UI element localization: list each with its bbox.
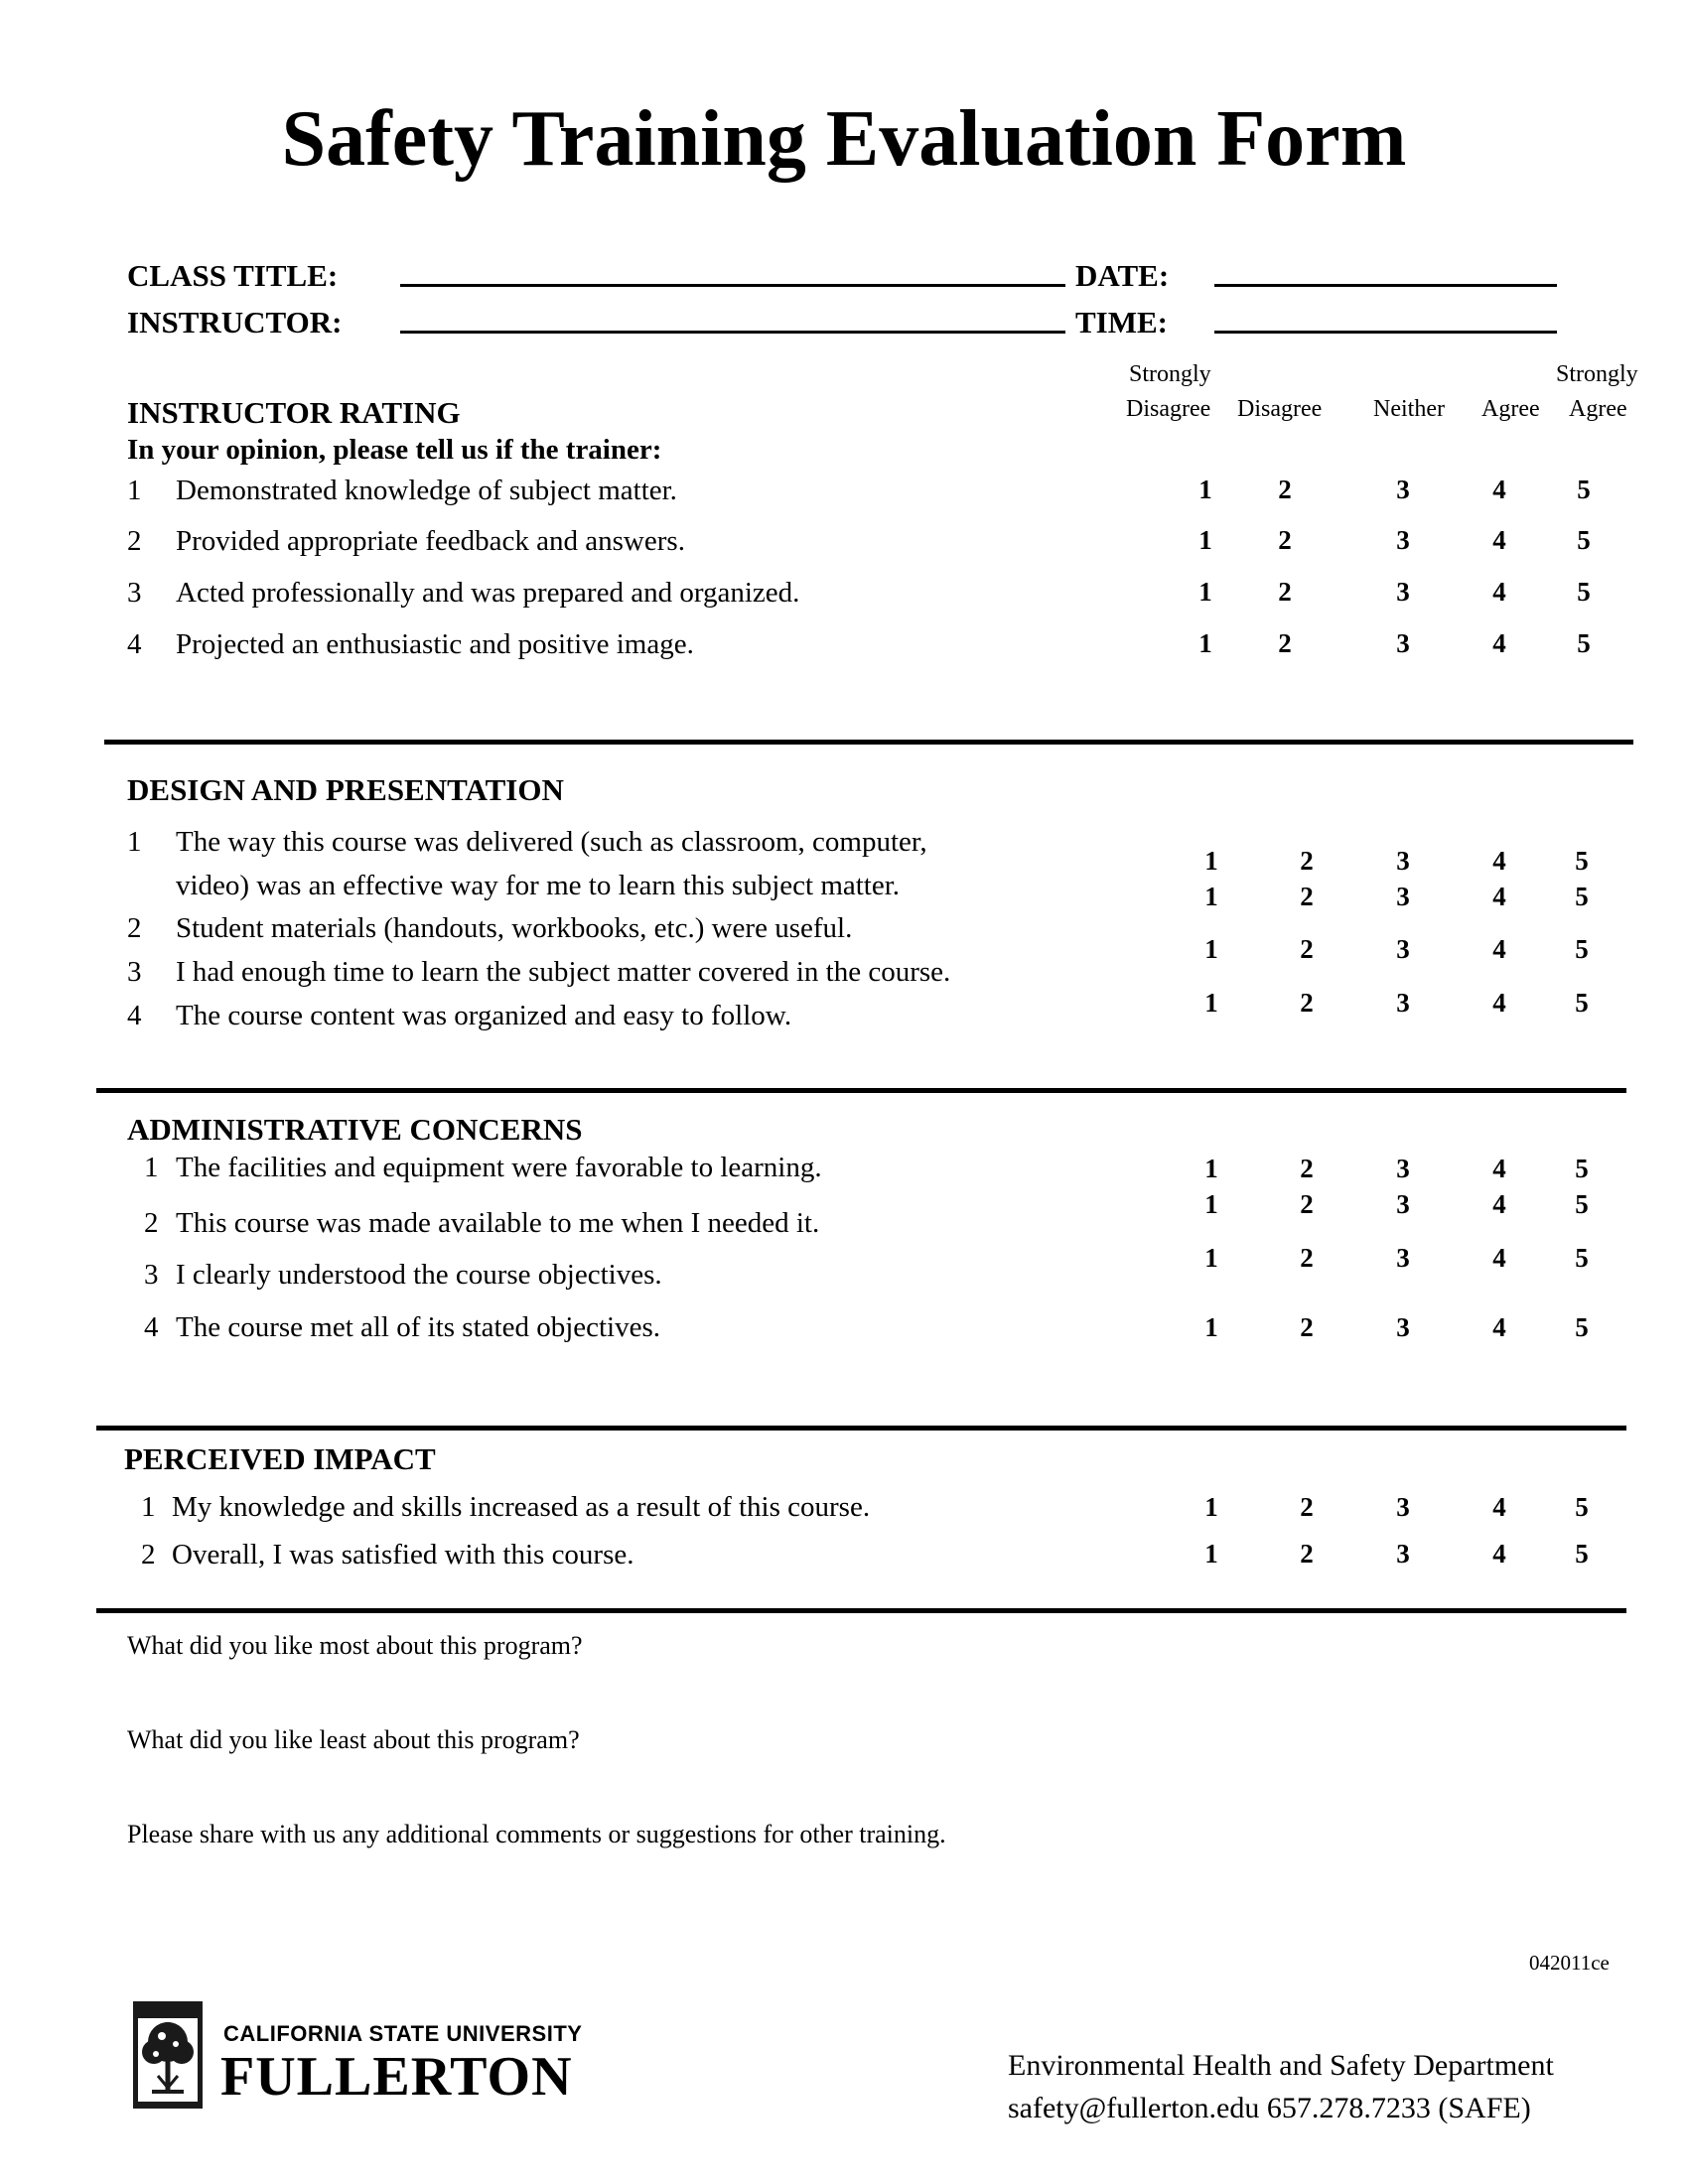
rating-option-4[interactable]: 4 [1492,1189,1506,1219]
rating-option-2[interactable]: 2 [1300,1154,1314,1183]
question-text: I clearly understood the course objectives. [176,1259,662,1291]
rating-option-2[interactable]: 2 [1300,988,1314,1018]
question-number: 3 [127,577,142,609]
class-title-label: CLASS TITLE: [127,258,339,293]
rating-option-1[interactable]: 1 [1204,1243,1218,1273]
rating-option-1[interactable]: 1 [1198,628,1212,658]
rating-option-4[interactable]: 4 [1492,525,1506,555]
rating-option-2[interactable]: 2 [1300,882,1314,911]
scale-disagree: Disagree [1237,396,1323,422]
rating-option-5[interactable]: 5 [1575,1539,1589,1569]
question-text: Provided appropriate feedback and answers. [176,525,685,557]
time-label: TIME: [1075,305,1168,340]
open-question-liked-least: What did you like least about this program? [127,1725,580,1754]
rating-option-5[interactable]: 5 [1575,934,1589,964]
rating-option-3[interactable]: 3 [1396,475,1410,504]
question-text: My knowledge and skills increased as a result of this course. [172,1491,871,1523]
section-divider [104,740,1633,745]
rating-option-5[interactable]: 5 [1577,628,1591,658]
rating-option-5[interactable]: 5 [1577,577,1591,607]
rating-option-2[interactable]: 2 [1278,628,1292,658]
scale-strongly-disagree-top: Strongly [1129,361,1211,387]
section-title-design-presentation: DESIGN AND PRESENTATION [127,772,564,807]
rating-option-3[interactable]: 3 [1396,988,1410,1018]
open-question-comments: Please share with us any additional comments or suggestions for other training. [127,1820,946,1848]
rating-option-2[interactable]: 2 [1300,1189,1314,1219]
university-name-line2: FULLERTON [220,2046,573,2108]
rating-option-2[interactable]: 2 [1300,1243,1314,1273]
rating-option-3[interactable]: 3 [1396,628,1410,658]
rating-option-5[interactable]: 5 [1575,1154,1589,1183]
question-text: Overall, I was satisfied with this course. [172,1539,634,1570]
rating-option-5[interactable]: 5 [1575,1189,1589,1219]
rating-option-3[interactable]: 3 [1396,934,1410,964]
rating-option-2[interactable]: 2 [1300,1312,1314,1342]
question-text: Projected an enthusiastic and positive image. [176,628,694,660]
rating-option-4[interactable]: 4 [1492,1243,1506,1273]
rating-option-1[interactable]: 1 [1198,577,1212,607]
rating-option-2[interactable]: 2 [1300,846,1314,876]
rating-option-1[interactable]: 1 [1204,1539,1218,1569]
scale-strongly-disagree-bottom: Disagree [1126,396,1211,422]
section-title-perceived-impact: PERCEIVED IMPACT [124,1441,436,1476]
instructor-field[interactable] [400,331,1065,334]
rating-option-2[interactable]: 2 [1278,577,1292,607]
section-divider [96,1426,1626,1431]
rating-option-4[interactable]: 4 [1492,846,1506,876]
question-number: 3 [144,1259,159,1291]
scale-neither: Neither [1373,396,1445,422]
section-title-instructor-rating: INSTRUCTOR RATING [127,395,461,430]
rating-option-3[interactable]: 3 [1396,1189,1410,1219]
class-title-field[interactable] [400,284,1065,287]
rating-option-2[interactable]: 2 [1278,475,1292,504]
question-text: The course content was organized and easy to follow. [176,1000,792,1031]
rating-option-4[interactable]: 4 [1492,988,1506,1018]
rating-option-3[interactable]: 3 [1396,1154,1410,1183]
question-number: 2 [141,1539,156,1570]
question-text: The way this course was delivered (such as classroom, computer, [176,826,927,858]
question-number: 2 [144,1207,159,1239]
rating-option-1[interactable]: 1 [1204,1312,1218,1342]
rating-option-4[interactable]: 4 [1492,1312,1506,1342]
question-text: I had enough time to learn the subject matter covered in the course. [176,956,951,988]
rating-option-5[interactable]: 5 [1577,475,1591,504]
rating-option-4[interactable]: 4 [1492,934,1506,964]
question-number: 2 [127,912,142,944]
question-number: 3 [127,956,142,988]
question-number: 4 [144,1311,159,1343]
rating-option-3[interactable]: 3 [1396,1539,1410,1569]
question-number: 1 [127,475,142,506]
rating-option-1[interactable]: 1 [1204,1154,1218,1183]
rating-option-1[interactable]: 1 [1204,1492,1218,1522]
question-number: 4 [127,628,142,660]
rating-option-4[interactable]: 4 [1492,1539,1506,1569]
university-seal-logo [132,2000,204,2110]
question-number: 1 [141,1491,156,1523]
scale-agree: Agree [1481,396,1540,422]
time-field[interactable] [1214,331,1557,334]
question-number: 1 [127,826,142,858]
open-question-liked-most: What did you like most about this program? [127,1631,583,1660]
rating-option-5[interactable]: 5 [1577,525,1591,555]
rating-option-3[interactable]: 3 [1396,1492,1410,1522]
rating-option-5[interactable]: 5 [1575,846,1589,876]
rating-option-3[interactable]: 3 [1396,882,1410,911]
question-number: 4 [127,1000,142,1031]
date-label: DATE: [1075,258,1170,293]
rating-option-1[interactable]: 1 [1204,846,1218,876]
question-text: The course met all of its stated objectives. [176,1311,661,1343]
page-title: Safety Training Evaluation Form [281,95,1407,183]
rating-option-4[interactable]: 4 [1492,577,1506,607]
rating-option-1[interactable]: 1 [1198,525,1212,555]
instructor-label: INSTRUCTOR: [127,305,343,340]
section-divider [96,1608,1626,1613]
rating-option-5[interactable]: 5 [1575,882,1589,911]
section-title-administrative: ADMINISTRATIVE CONCERNS [127,1112,583,1147]
rating-option-3[interactable]: 3 [1396,577,1410,607]
rating-option-3[interactable]: 3 [1396,525,1410,555]
rating-option-3[interactable]: 3 [1396,1312,1410,1342]
rating-option-2[interactable]: 2 [1300,1539,1314,1569]
rating-option-4[interactable]: 4 [1492,475,1506,504]
scale-strongly-agree-bottom: Agree [1569,396,1627,422]
rating-option-4[interactable]: 4 [1492,1492,1506,1522]
question-text-continued: video) was an effective way for me to learn this subject matter. [176,870,901,901]
rating-option-4[interactable]: 4 [1492,1154,1506,1183]
question-text: This course was made available to me when I needed it. [176,1207,820,1239]
rating-option-5[interactable]: 5 [1575,1492,1589,1522]
question-number: 2 [127,525,142,557]
rating-option-2[interactable]: 2 [1300,1492,1314,1522]
rating-option-1[interactable]: 1 [1204,934,1218,964]
form-code: 042011ce [1529,1951,1610,1975]
question-number: 1 [144,1152,159,1183]
date-field[interactable] [1214,284,1557,287]
rating-option-3[interactable]: 3 [1396,846,1410,876]
section-subtitle-instructor-rating: In your opinion, please tell us if the trainer: [127,434,662,466]
rating-option-1[interactable]: 1 [1198,475,1212,504]
question-text: Acted professionally and was prepared and organized. [176,577,800,609]
contact-info: safety@fullerton.edu 657.278.7233 (SAFE) [1008,2092,1531,2124]
section-divider [96,1088,1626,1093]
rating-option-3[interactable]: 3 [1396,1243,1410,1273]
question-text: Student materials (handouts, workbooks, etc.) were useful. [176,912,853,944]
rating-option-4[interactable]: 4 [1492,882,1506,911]
university-name-line1: CALIFORNIA STATE UNIVERSITY [223,2021,583,2046]
rating-option-5[interactable]: 5 [1575,1312,1589,1342]
scale-strongly-agree-top: Strongly [1556,361,1638,387]
rating-option-5[interactable]: 5 [1575,988,1589,1018]
department-name: Environmental Health and Safety Department [1008,2049,1554,2082]
rating-option-4[interactable]: 4 [1492,628,1506,658]
rating-option-2[interactable]: 2 [1278,525,1292,555]
question-text: The facilities and equipment were favorable to learning. [176,1152,822,1183]
rating-option-1[interactable]: 1 [1204,882,1218,911]
rating-option-2[interactable]: 2 [1300,934,1314,964]
rating-option-5[interactable]: 5 [1575,1243,1589,1273]
question-text: Demonstrated knowledge of subject matter. [176,475,677,506]
rating-option-1[interactable]: 1 [1204,988,1218,1018]
rating-option-1[interactable]: 1 [1204,1189,1218,1219]
